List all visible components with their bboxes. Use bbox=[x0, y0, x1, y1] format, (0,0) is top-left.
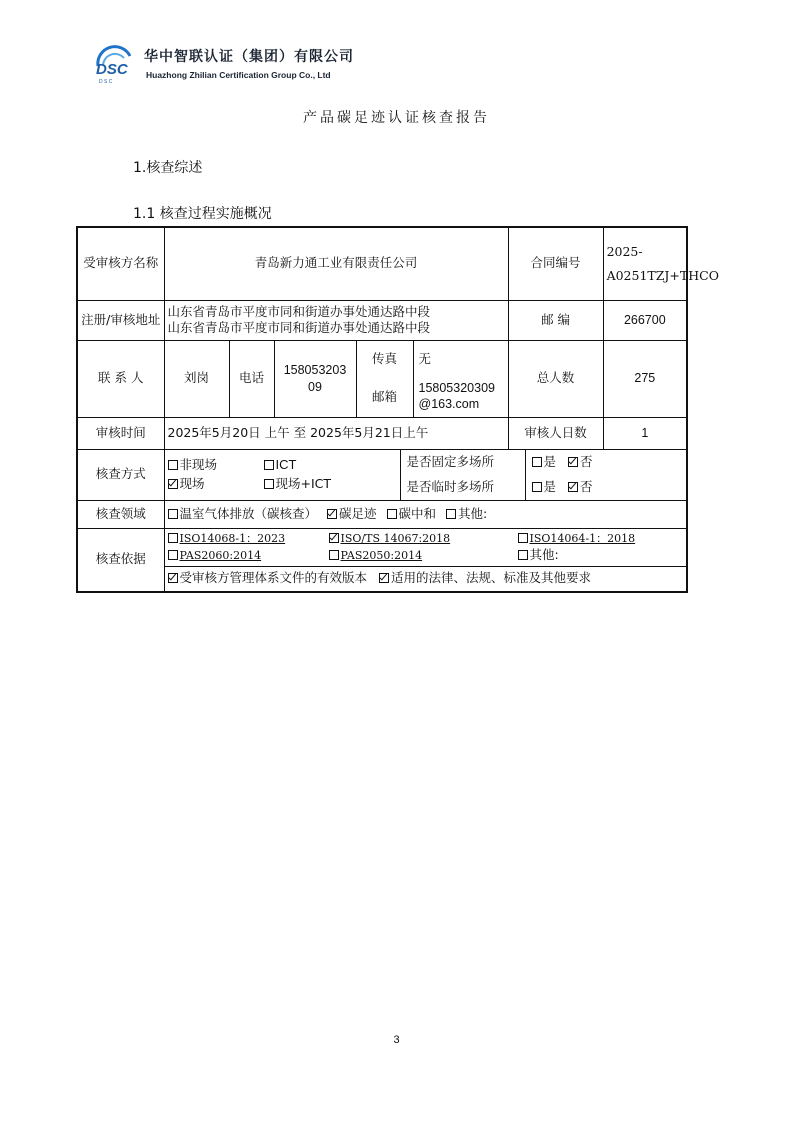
contact-label: 联 系 人 bbox=[77, 340, 164, 417]
company-name-en: Huazhong Zhilian Certification Group Co., Ltd bbox=[146, 70, 331, 80]
neutral-checkbox[interactable] bbox=[387, 509, 397, 519]
email-label: 邮箱 bbox=[357, 378, 414, 417]
iso14067-label: ISO/TS 14067:2018 bbox=[340, 531, 451, 545]
pas2050-checkbox[interactable] bbox=[329, 550, 339, 560]
audit-overview-table bbox=[76, 226, 719, 593]
phone-value: 15805320309 bbox=[274, 340, 356, 417]
field-other-checkbox[interactable] bbox=[446, 509, 456, 519]
contract-label: 合同编号 bbox=[508, 227, 603, 300]
contact-value: 刘岗 bbox=[164, 340, 229, 417]
fixed-yes-checkbox[interactable] bbox=[532, 457, 542, 467]
fixed-no-checkbox[interactable] bbox=[568, 457, 578, 467]
subsection-heading: 1.1 核查过程实施概况 bbox=[133, 206, 272, 222]
fax-label: 传真 bbox=[357, 341, 414, 378]
method-label: 核查方式 bbox=[77, 449, 164, 500]
pas2050-label: PAS2050:2014 bbox=[340, 548, 423, 562]
docs-checkbox[interactable] bbox=[168, 573, 178, 583]
temp-yes-label: 是 bbox=[543, 478, 557, 494]
svg-text:DSC: DSC bbox=[96, 61, 128, 78]
address-line-2: 山东省青岛市平度市同和街道办事处通达路中段 bbox=[167, 320, 431, 335]
multi-temp-label: 是否临时多场所 bbox=[401, 475, 526, 500]
cfp-label: 碳足迹 bbox=[339, 505, 377, 521]
offsite-checkbox[interactable] bbox=[168, 460, 178, 470]
iso14064-label: ISO14064-1：2018 bbox=[529, 531, 636, 545]
field-label: 核查领域 bbox=[77, 500, 164, 528]
docs-label: 受审核方管理体系文件的有效版本 bbox=[179, 570, 368, 586]
temp-no-checkbox[interactable] bbox=[568, 482, 578, 492]
email-value: 15805320309@163.com bbox=[418, 381, 495, 411]
iso14064-checkbox[interactable] bbox=[518, 533, 528, 543]
basis-other-checkbox[interactable] bbox=[518, 550, 528, 560]
onsite-label: 现场 bbox=[179, 476, 205, 491]
iso14068-label: ISO14068-1：2023 bbox=[179, 531, 286, 545]
basis-other-label: 其他: bbox=[529, 546, 559, 562]
postcode-label: 邮 编 bbox=[508, 300, 603, 340]
address-line-1: 山东省青岛市平度市同和街道办事处通达路中段 bbox=[167, 303, 431, 319]
ghg-checkbox[interactable] bbox=[168, 509, 178, 519]
postcode-value: 266700 bbox=[603, 300, 687, 340]
time-value: 2025年5月20日 上午 至 2025年5月21日上午 bbox=[164, 417, 508, 449]
company-name-cn: 华中智联认证（集团）有限公司 bbox=[144, 49, 354, 65]
page-number: 3 bbox=[393, 1034, 400, 1046]
time-label: 审核时间 bbox=[77, 417, 164, 449]
onsite-checkbox[interactable] bbox=[168, 479, 178, 489]
phone-label: 电话 bbox=[229, 340, 274, 417]
temp-yes-checkbox[interactable] bbox=[532, 482, 542, 492]
cfp-checkbox[interactable] bbox=[327, 509, 337, 519]
report-title: 产品碳足迹认证核查报告 bbox=[303, 110, 490, 126]
section-heading: 1.核查综述 bbox=[133, 160, 203, 176]
ghg-label: 温室气体排放（碳核查） bbox=[179, 505, 318, 521]
contract-value: 2025-A0251TZJ+THCO bbox=[603, 227, 687, 300]
svg-text:D S C: D S C bbox=[99, 79, 113, 85]
fixed-yes-label: 是 bbox=[543, 453, 557, 469]
pas2060-label: PAS2060:2014 bbox=[179, 548, 262, 562]
days-label: 审核人日数 bbox=[508, 417, 603, 449]
ict-checkbox[interactable] bbox=[264, 460, 274, 470]
days-value: 1 bbox=[603, 417, 687, 449]
staff-label: 总人数 bbox=[508, 340, 603, 417]
laws-checkbox[interactable] bbox=[379, 573, 389, 583]
temp-no-label: 否 bbox=[580, 478, 593, 494]
address-label: 注册/审核地址 bbox=[77, 300, 164, 340]
auditee-label: 受审核方名称 bbox=[77, 227, 164, 300]
fixed-no-label: 否 bbox=[580, 453, 593, 469]
laws-label: 适用的法律、法规、标准及其他要求 bbox=[391, 570, 592, 586]
pas2060-checkbox[interactable] bbox=[168, 550, 178, 560]
field-other-label: 其他: bbox=[458, 505, 488, 521]
company-logo bbox=[92, 44, 138, 86]
iso14067-checkbox[interactable] bbox=[329, 533, 339, 543]
ict-label: ICT bbox=[275, 457, 297, 473]
onsite-ict-checkbox[interactable] bbox=[264, 479, 274, 489]
offsite-label: 非现场 bbox=[179, 457, 218, 473]
staff-value: 275 bbox=[603, 340, 687, 417]
basis-label: 核查依据 bbox=[77, 528, 164, 592]
fax-value: 无 bbox=[418, 350, 432, 366]
multi-fixed-label: 是否固定多场所 bbox=[401, 450, 526, 475]
onsite-ict-label: 现场+ICT bbox=[275, 476, 332, 491]
neutral-label: 碳中和 bbox=[398, 505, 437, 521]
iso14068-checkbox[interactable] bbox=[168, 533, 178, 543]
auditee-value: 青岛新力通工业有限责任公司 bbox=[164, 227, 508, 300]
